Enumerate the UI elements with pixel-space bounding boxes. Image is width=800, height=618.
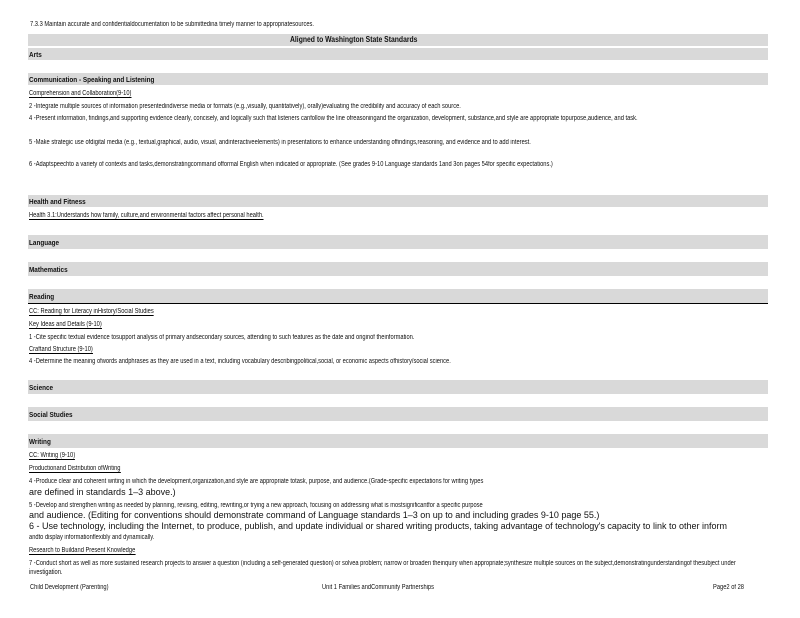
section-bar-arts — [28, 48, 768, 60]
writing-item-4-line1: 4 -Produce clear and coherent writing in which the development,organization,and style are appropriate totask, purpose, and audience.(Grade-specific expectations for writing types — [29, 478, 484, 485]
writing-subheading-research: Research to Buildand Present Knowledge — [29, 547, 136, 554]
writing-item-5-line2: and audience. (Editing for conventions should demonstrate command of Language standards 1–3 on up to and including grades 9-10 page 55.) — [29, 510, 600, 520]
writing-item-5-line1: 5 -Develop and strengthen writing as needed by planning, revising, editing, rewriting,or trying a new approach, focusing on addressing what is mostsignificantfor a specific purpose — [29, 502, 483, 509]
reading-cc-heading: CC: Reading for Literacy inHistory/Social Studies — [29, 308, 154, 315]
section-title-science: Science — [29, 383, 54, 392]
section-bar-mathematics — [28, 262, 768, 276]
health-item: Health 3.1:Understands how family, culture,and environmental factors affect personal health. — [29, 212, 264, 219]
section-bar-writing — [28, 434, 768, 448]
writing-item-6-line1: 6 - Use technology, including the Internet, to produce, publish, and update individual or shared writing products, taking advantage of technology's capacity to link to other inform — [29, 521, 727, 531]
writing-item-6-line2: andto display informationflexibly and dynamically. — [29, 534, 155, 541]
section-bar-language — [28, 235, 768, 249]
reading-subheading-craft: Craftand Structure (9-10) — [29, 346, 93, 353]
section-title-language: Language — [29, 238, 60, 247]
footer-course: Child Development (Parenting) — [30, 584, 109, 591]
section-bar-health — [28, 195, 768, 207]
footer-page-number: Page2 of 28 — [713, 584, 744, 591]
section-title-arts: Arts — [29, 50, 42, 59]
reading-subheading-key-ideas: Key Ideas and Details (9-10) — [29, 321, 102, 328]
reading-divider — [28, 303, 768, 304]
reading-item-4: 4 -Determine the meaning ofwords andphrases as they are used in a text, including vocabulary describingpolitical,social, or economic aspects ofhistory/social science. — [29, 358, 451, 365]
top-standard-line: 7.3.3 Maintain accurate and confidentialdocumentation to be submittedina timely manner to appropriatesources. — [30, 21, 314, 28]
section-title-communication: Communication - Speaking and Listening — [29, 75, 155, 84]
section-title-reading: Reading — [29, 292, 55, 301]
aligned-header-title: Aligned to Washington State Standards — [290, 35, 418, 44]
section-title-social-studies: Social Studies — [29, 410, 73, 419]
section-title-writing: Writing — [29, 437, 51, 446]
section-title-mathematics: Mathematics — [29, 265, 68, 274]
writing-item-7: 7 -Conduct short as well as more sustained research projects to answer a question (including a self-generated question) or solvea problem; narrow or broaden theinquiry when appropriate;synthesize multiple sources on the subject,demonstratingunderstandingof thesubject under investigation. — [29, 560, 736, 576]
reading-item-1: 1 -Cite specific textual evidence tosupport analysis of primary andsecondary sources, attending to such features as the date and originof theinformation. — [29, 334, 415, 341]
communication-item-6: 6 -Adaptspeechto a variety of contexts and tasks,demonstratingcommand offormal English when indicated or appropriate. (See grades 9-10 Language standards 1and 3on pages 54for specific expectations.) — [29, 161, 553, 168]
communication-item-2: 2 -Integrate multiple sources of information presentedindiverse media or formats (e.g.,visually, quantitatively), orally)evaluating the credibility and accuracy of each source. — [29, 103, 461, 110]
footer-unit: Unit 1 Families andCommunity Partnerships — [322, 584, 434, 591]
section-bar-social-studies — [28, 407, 768, 421]
section-bar-science — [28, 380, 768, 394]
writing-subheading-production: Productionand Distribution ofWriting — [29, 465, 121, 472]
communication-item-4: 4 -Present information, findings,and supporting evidence clearly, concisely, and logically such that listeners canfollow the line ofreasoningand the organization, development, substance,and style are appropriate topurpose,audience, and task. — [29, 115, 638, 122]
section-bar-reading — [28, 289, 768, 303]
communication-subheading: Comprehension and Collaboration(9-10) — [29, 90, 132, 97]
section-title-health: Health and Fitness — [29, 197, 86, 206]
communication-item-5: 5 -Make strategic use ofdigital media (e.g., textual,graphical, audio, visual, andinteractiveelements) in presentations to enhance understanding offindings,reasoning, and evidence and to add interest. — [29, 139, 531, 146]
writing-item-4-line2: are defined in standards 1–3 above.) — [29, 487, 176, 497]
writing-cc-heading: CC: Writing (9-10) — [29, 452, 76, 459]
